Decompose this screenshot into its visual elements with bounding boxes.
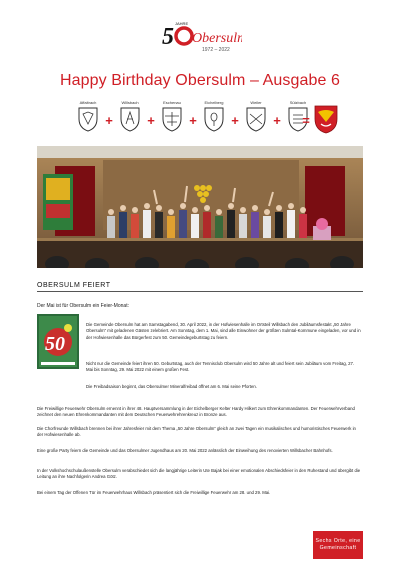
red-shield-icon: [313, 104, 339, 134]
paragraph-tennisclub: Nicht nur die Gemeinde feiert ihren 50. Geburtstag, auch der Tennisclub Obersulm wird 50 Jahre alt und feiert sein Jubiläum vom Freitag, 27. Mai bis Sonntag, 29. Mai 2022 mit einem großen Fest.: [86, 361, 355, 373]
section-divider: [37, 291, 363, 292]
crest-label: Sülzbach: [289, 100, 307, 105]
page-headline: Happy Birthday Obersulm – Ausgabe 6: [59, 72, 341, 89]
logo-years: 1972 – 2022: [202, 47, 230, 53]
svg-text:JAHRE: JAHRE: [175, 21, 189, 26]
plus-sign: +: [273, 113, 281, 128]
crest-obersulm: [312, 104, 340, 134]
crest-weiler: [242, 100, 270, 132]
crest-willsbach: [116, 100, 144, 132]
paragraph-chorfreunde: Die Chorfreunde Willsbach brennen bei ihrer Jahresfeier mit dem Thema „50 Jahre Obersulm“ gleich an zwei Tagen ein musikalisches und humoristisches Feuerwerk in der Hofwiesenhalle ab.: [37, 426, 356, 438]
paragraph-vhs: In der Volkshochschulaußenstelle Obersulm verabschiedet sich die langjährige Leiterin Ute Bajak bei einer emotionalen Abschiedsfeier in den Ruhestand und übergibt die Leitung an ihre Nachfolgerin Andrea Götz.: [37, 468, 361, 480]
equals-sign: =: [302, 113, 310, 128]
crest-label: Willsbach: [121, 100, 139, 105]
crest-affaltrach: [74, 100, 102, 132]
svg-text:Obersulm: Obersulm: [192, 31, 242, 46]
paragraph-freibad: Die Freibadsaison beginnt, das Obersulmer Mineralfreibad öffnet am 6. Mai seine Pforten.: [86, 384, 257, 389]
shield-icon: [119, 106, 141, 132]
svg-text:50: 50: [45, 333, 65, 355]
paragraph-tag-der-offenen-tuer: Bei einem Tag der Offenen Tür im Feuerwehrhaus Willsbach präsentiert sich die Freiwillige Feuerwehr am 28. und 29. Mai.: [37, 490, 271, 495]
crest-eichelberg: [200, 100, 228, 132]
shield-icon: [161, 106, 183, 132]
paragraph-festakt: Die Gemeinde Obersulm hat am Samstagabend, 30. April 2022, in der Hofwiesenhalle im Ortsteil Willsbach den Jubiläumsfestakt „50 Jahre Obersulm“ mit geladenen Gästen zelebriert. Am Sonntag, dem 1. Mai, sind alle Einwohner der größten Sulmtal-Kommune eingeladen, vor und in der Hofwiesenhalle das Bürgerfest zum 50. Gemeindegeburtstag zu feiern.: [86, 322, 361, 340]
tennisclub-booklet-image: [37, 314, 79, 369]
celebration-photo: [37, 146, 363, 268]
plus-sign: +: [231, 113, 239, 128]
plus-sign: +: [105, 113, 113, 128]
section-intro: Der Mai ist für Obersulm ein Feier-Monat:: [37, 303, 129, 309]
svg-text:5: 5: [162, 24, 174, 50]
obersulm-50-logo: [158, 18, 242, 58]
shield-icon: [245, 106, 267, 132]
slogan-badge: [313, 531, 363, 559]
plus-sign: +: [147, 113, 155, 128]
crest-label: Eschenau: [163, 100, 181, 105]
paragraph-feuerwehr: Die Freiwillige Feuerwehr Obersulm ernennt in ihrer 48. Hauptversammlung in der Eichelberger Kelter Hardy Hilkert zum Ehrenkommandanten. Der Feuerwehrverband zeichnet den neuen Ehrenkommandanten mit dem Deutschen Feuerwehrehrenkreuz in Bronze aus.: [37, 406, 355, 418]
crest-formula: [74, 100, 330, 136]
crest-eschenau: [158, 100, 186, 132]
section-title: OBERSULM FEIERT: [37, 282, 111, 289]
shield-icon: [203, 106, 225, 132]
crest-label: Affaltrach: [79, 100, 97, 105]
slogan-text: Sechs Orte, eine Gemeinschaft: [315, 538, 361, 551]
crest-label: Weiler: [250, 100, 262, 105]
paragraph-bahnhof: Eine große Party feiern die Gemeinde und das Obersulmer Jugendhaus am 20. Mai 2022 anlässlich der Einweihung des renovierten Willsbacher Bahnhofs.: [37, 448, 333, 453]
plus-sign: +: [189, 113, 197, 128]
crest-label: Eichelberg: [204, 100, 224, 105]
shield-icon: [77, 106, 99, 132]
